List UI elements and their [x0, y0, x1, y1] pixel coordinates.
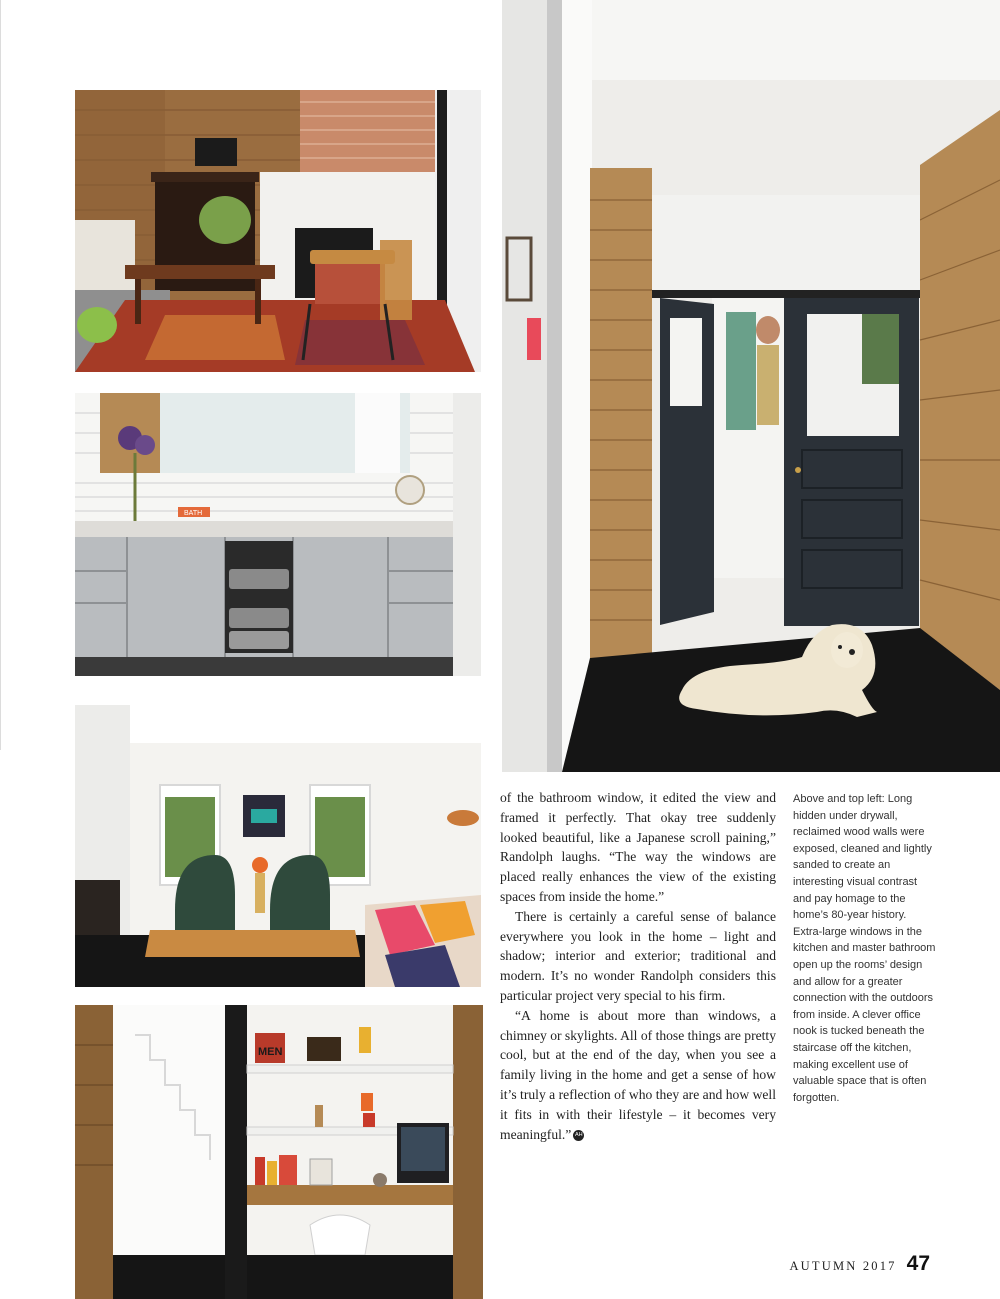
men-sign-text: MEN: [258, 1046, 283, 1058]
article-paragraph-3: [500, 1006, 776, 1145]
living-room-photo: [75, 90, 481, 372]
hallway-dog-photo: [502, 0, 1000, 772]
issue-label: AUTUMN 2017: [789, 1259, 897, 1273]
article-paragraph-1: of the bathroom window, it edited the view and framed it perfectly. That okay tree suddenly looked beautiful, like a Japanese scroll paining,” Randolph laughs. “The way the windows are placed really enhances the view of the existing spaces from inside the home.”: [500, 790, 776, 904]
article-paragraph-2: There is certainly a careful sense of balance everywhere you look in the home – light and shadow; interior and exterior; traditional and modern. It’s no wonder Randolph considers this particular project very special to his firm.: [500, 908, 776, 1003]
page-folio: [789, 1252, 930, 1278]
end-mark-icon: AH: [573, 1130, 584, 1141]
bath-sign-text: BATH: [184, 510, 203, 517]
page-edge-rule: [0, 0, 1, 750]
article-paragraph-3-text: “A home is about more than windows, a chimney or skylights. All of those things are pretty cool, but at the end of the day, when you see a family living in the home and get a sense of how it’s truly a reflection of who they are and how well it fits in with their lifestyle – it becomes very meaningful.”: [500, 1007, 776, 1142]
office-nook-photo: [75, 1005, 483, 1299]
article-body: [500, 788, 776, 1144]
master-bedroom-photo: [75, 705, 481, 987]
photo-caption: Above and top left: Long hidden under drywall, reclaimed wood walls were exposed, cleaned and lightly sanded to create an interesting visual contrast and pay homage to the home’s 80-year history. Extra-large windows in the kitchen and master bathroom open up the rooms’ design and allow for a greater connection with the outdoors from inside. A clever office nook is tucked beneath the staircase off the kitchen, making excellent use of valuable space that is often forgotten.: [793, 793, 936, 1104]
page-number: 47: [906, 1252, 930, 1275]
bathroom-vanity-photo: [75, 393, 481, 676]
